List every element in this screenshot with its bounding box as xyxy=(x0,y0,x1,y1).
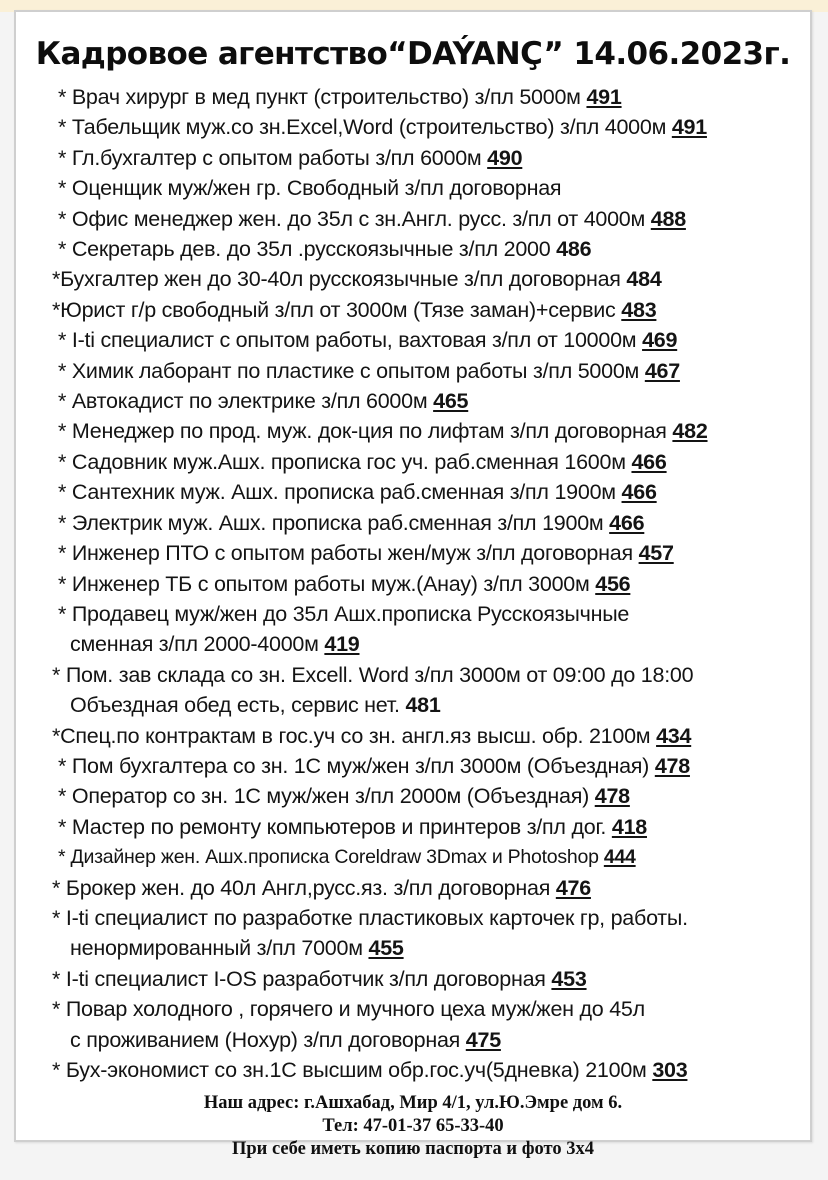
vacancy-text: * Садовник муж.Ашх. прописка гос уч. раб.сменная 1600м xyxy=(58,449,632,474)
vacancy-text: * I-ti специалист по разработке пластиковых карточек гр, работы. xyxy=(52,905,688,930)
vacancy-reference-number: 466 xyxy=(609,510,645,535)
vacancy-reference-number: 456 xyxy=(595,571,631,596)
vacancy-text: сменная з/пл 2000-4000м xyxy=(70,632,325,657)
vacancy-line xyxy=(16,690,810,720)
vacancy-reference-number: 490 xyxy=(487,145,523,170)
vacancy-text: * Дизайнер жен. Ашх.прописка Coreldraw 3Dmax и Photoshop xyxy=(58,846,604,869)
vacancy-reference-number: 453 xyxy=(551,966,587,991)
vacancy-line xyxy=(16,508,810,538)
vacancy-reference-number: 466 xyxy=(631,449,667,474)
vacancy-text: * Брокер жен. до 40л Англ,русс.яз. з/пл договорная xyxy=(52,875,556,900)
vacancy-text: * I-ti специалист I-OS разработчик з/пл договорная xyxy=(52,966,552,991)
vacancy-line xyxy=(16,812,810,842)
vacancy-reference-number: 478 xyxy=(594,784,630,809)
page-title: Кадровое агентство“DAÝANÇ” 14.06.2023г. xyxy=(35,36,791,72)
vacancy-line xyxy=(16,447,810,477)
vacancy-line xyxy=(16,386,810,416)
vacancy-text: * Пом бухгалтера со зн. 1С муж/жен з/пл 3000м (Объездная) xyxy=(58,753,655,778)
vacancy-reference-number: 478 xyxy=(654,753,690,778)
vacancy-reference-number: 303 xyxy=(652,1058,688,1082)
vacancy-text: с проживанием (Нохур) з/пл договорная xyxy=(70,1027,466,1052)
vacancy-line xyxy=(16,599,810,629)
vacancy-text: * Оператор со зн. 1С муж/жен з/пл 2000м (Объездная) xyxy=(58,784,595,809)
vacancy-text: * Мастер по ремонту компьютеров и принтеров з/пл дог. xyxy=(58,814,612,839)
vacancy-text: Объездная обед есть, сервис нет. xyxy=(70,693,406,718)
vacancy-line xyxy=(16,264,810,294)
vacancy-reference-number: 466 xyxy=(621,480,657,505)
vacancy-line xyxy=(16,781,810,811)
vacancy-reference-number: 457 xyxy=(638,541,674,566)
vacancy-reference-number: 491 xyxy=(671,115,707,140)
vacancy-text: ненормированный з/пл 7000м xyxy=(70,936,369,961)
vacancy-line xyxy=(16,994,810,1024)
vacancy-text: * Менеджер по прод. муж. док-ция по лифтам з/пл договорная xyxy=(58,419,673,444)
vacancy-text: * Бух-экономист со зн.1С высшим обр.гос.уч(5дневка) 2100м xyxy=(52,1058,653,1082)
vacancy-text: * Продавец муж/жен до 35л Ашх.прописка Русскоязычные xyxy=(58,601,630,626)
vacancy-text: * Инженер ПТО с опытом работы жен/муж з/пл договорная xyxy=(58,541,639,566)
vacancy-text: * Инженер ТБ с опытом работы муж.(Анау) з/пл 3000м xyxy=(58,571,596,596)
vacancy-text: * Электрик муж. Ашх. прописка раб.сменная з/пл 1900м xyxy=(58,510,610,535)
vacancy-line xyxy=(16,873,810,903)
vacancy-reference-number: 476 xyxy=(555,875,591,900)
vacancy-line xyxy=(16,173,810,203)
vacancy-line xyxy=(16,721,810,751)
vacancy-reference-number: 483 xyxy=(621,297,657,322)
vacancy-text: * Врач хирург в мед пункт (строительство) з/пл 5000м xyxy=(58,85,587,109)
vacancy-reference-number: 491 xyxy=(586,85,622,109)
vacancy-line xyxy=(16,1055,810,1085)
vacancy-line xyxy=(16,234,810,264)
vacancy-reference-number: 419 xyxy=(324,632,360,657)
vacancy-line xyxy=(16,751,810,781)
vacancy-line xyxy=(16,477,810,507)
vacancy-text: * Гл.бухгалтер с опытом работы з/пл 6000м xyxy=(58,145,488,170)
vacancy-text: * Химик лаборант по пластике с опытом работы з/пл 5000м xyxy=(58,358,645,383)
vacancy-reference-number: 444 xyxy=(603,846,636,869)
footer-phone: Тел: 47-01-37 65-33-40 xyxy=(322,1116,504,1137)
footer-contact-block xyxy=(16,1092,810,1161)
vacancy-reference-number: 484 xyxy=(626,267,662,292)
vacancy-line xyxy=(16,416,810,446)
vacancy-reference-number: 467 xyxy=(644,358,680,383)
vacancy-line xyxy=(16,569,810,599)
vacancy-line xyxy=(16,842,810,872)
vacancy-line xyxy=(16,903,810,933)
vacancy-text: * Автокадист по электрике з/пл 6000м xyxy=(58,389,434,414)
vacancy-reference-number: 475 xyxy=(465,1027,501,1052)
vacancy-line xyxy=(16,325,810,355)
vacancy-text: * Офис менеджер жен. до 35л с зн.Англ. русс. з/пл от 4000м xyxy=(58,206,651,231)
vacancy-line xyxy=(16,356,810,386)
vacancy-text: * Пом. зав склада со зн. Excell. Word з/пл 3000м от 09:00 до 18:00 xyxy=(52,662,694,687)
vacancy-line xyxy=(16,538,810,568)
vacancy-reference-number: 418 xyxy=(611,814,647,839)
vacancy-text: *Бухгалтер жен до 30-40л русскоязычные з/пл договорная xyxy=(52,267,627,292)
vacancy-line xyxy=(16,629,810,659)
vacancy-text: * Оценщик муж/жен гр. Свободный з/пл договорная xyxy=(58,176,562,201)
footer-note: При себе иметь копию паспорта и фото 3х4 xyxy=(232,1139,594,1160)
vacancy-line xyxy=(16,660,810,690)
vacancy-line xyxy=(16,112,810,142)
vacancy-text: * Секретарь дев. до 35л .русскоязычные з/пл 2000 xyxy=(58,237,557,262)
vacancy-list xyxy=(16,76,810,1085)
vacancy-line xyxy=(16,295,810,325)
vacancy-text: * Повар холодного , горячего и мучного цеха муж/жен до 45л xyxy=(52,997,645,1022)
vacancy-reference-number: 486 xyxy=(556,237,592,262)
vacancy-line xyxy=(16,204,810,234)
vacancy-text: * Табельщик муж.со зн.Excel,Word (строительство) з/пл 4000м xyxy=(58,115,672,140)
vacancy-reference-number: 482 xyxy=(672,419,708,444)
vacancy-reference-number: 469 xyxy=(642,328,678,353)
vacancy-line xyxy=(16,964,810,994)
vacancy-text: *Юрист г/р свободный з/пл от 3000м (Тязе заман)+сервис xyxy=(52,297,622,322)
flyer-page xyxy=(14,10,812,1160)
vacancy-reference-number: 465 xyxy=(433,389,469,414)
vacancy-line xyxy=(16,933,810,963)
footer-address: Наш адрес: г.Ашхабад, Мир 4/1, ул.Ю.Эмре дом 6. xyxy=(203,1093,623,1114)
vacancy-reference-number: 481 xyxy=(405,693,441,718)
vacancy-reference-number: 488 xyxy=(650,206,686,231)
vacancy-line xyxy=(16,1025,810,1055)
vacancy-reference-number: 434 xyxy=(656,723,692,748)
vacancy-line xyxy=(16,82,810,112)
vacancy-text: * Сантехник муж. Ашх. прописка раб.сменная з/пл 1900м xyxy=(58,480,622,505)
vacancy-line xyxy=(16,143,810,173)
vacancy-text: *Спец.по контрактам в гос.уч со зн. англ.яз высш. обр. 2100м xyxy=(52,723,657,748)
vacancy-reference-number: 455 xyxy=(368,936,404,961)
vacancy-text: * I-ti специалист с опытом работы, вахтовая з/пл от 10000м xyxy=(58,328,643,353)
